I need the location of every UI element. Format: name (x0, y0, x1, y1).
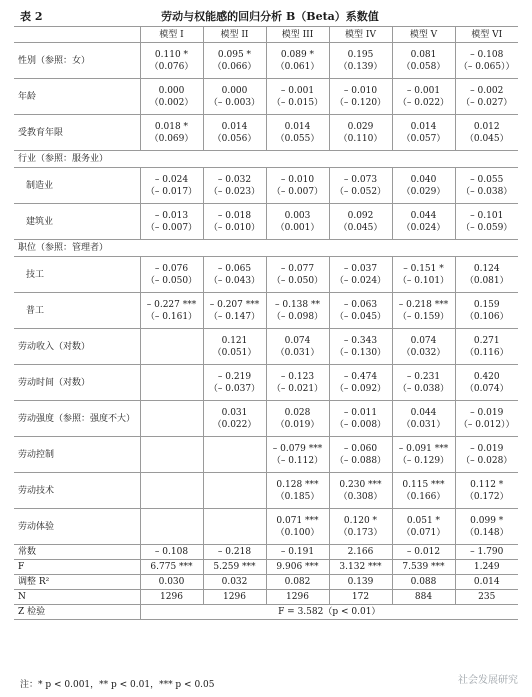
stat-cell: 1.249 (455, 560, 518, 575)
table-row (14, 575, 518, 590)
coef-b: – 0.037 (343, 263, 378, 274)
coef-b: 0.420 (473, 371, 500, 382)
stat-cell: 0.032 (203, 575, 266, 590)
coef-beta: （– 0.017） (145, 186, 198, 197)
coef-b: – 0.055 (470, 174, 504, 185)
coef-beta: （– 0.161） (145, 311, 198, 322)
coef-cell (392, 401, 455, 437)
coef-b: – 0.010 (343, 85, 378, 96)
coef-cell (203, 115, 266, 151)
coef-cell (455, 509, 518, 545)
header-row (14, 27, 518, 43)
coef-b: 0.044 (410, 210, 437, 221)
coef-b: 0.012 (473, 121, 500, 132)
coef-b: 0.051 * (406, 515, 441, 526)
coef-cell (329, 79, 392, 115)
coef-cell (329, 43, 392, 79)
coef-beta: （0.110） (338, 133, 383, 144)
coef-beta: （0.024） (401, 222, 446, 233)
coef-beta: （– 0.010） (208, 222, 261, 233)
coef-cell (266, 329, 329, 365)
coef-cell (140, 115, 203, 151)
coef-b: – 0.010 (280, 174, 315, 185)
coef-b: 0.071 *** (276, 515, 319, 526)
row-label: 劳动强度（参照：强度不大） (14, 401, 140, 437)
coef-b: 0.040 (410, 174, 437, 185)
coef-beta: （– 0.027） (461, 97, 513, 108)
coef-b: 0.099 * (470, 515, 504, 526)
table-number: 表 2 (20, 10, 43, 23)
table-row (14, 151, 518, 168)
coef-cell (203, 509, 266, 545)
coef-b: 0.092 (347, 210, 374, 221)
coef-beta: （– 0.059） (461, 222, 513, 233)
coef-beta: （– 0.065）） (458, 61, 515, 72)
header-model-6: 模型 VI (455, 27, 518, 43)
coef-b: – 0.219 (217, 371, 252, 382)
coef-beta: （– 0.007） (145, 222, 198, 233)
table-caption (20, 6, 520, 24)
coef-b: 0.014 (221, 121, 248, 132)
coef-b: – 0.018 (217, 210, 252, 221)
coef-cell (455, 401, 518, 437)
stat-cell: 5.259 *** (203, 560, 266, 575)
table-row (14, 605, 518, 620)
coef-b: 0.003 (284, 210, 311, 221)
coef-cell (203, 79, 266, 115)
stat-cell: 0.030 (140, 575, 203, 590)
coef-cell (392, 115, 455, 151)
coef-beta: （– 0.012）） (458, 419, 515, 430)
regression-table (14, 26, 518, 620)
table-row (14, 257, 518, 293)
stat-cell: – 0.012 (392, 545, 455, 560)
coef-cell (140, 79, 203, 115)
coef-cell (392, 79, 455, 115)
table-row (14, 240, 518, 257)
coef-beta: （0.172） (464, 491, 509, 502)
coef-b: 0.074 (410, 335, 437, 346)
coef-b: – 0.063 (343, 299, 378, 310)
coef-cell (203, 257, 266, 293)
coef-beta: （– 0.022） (397, 97, 450, 108)
coef-cell (203, 401, 266, 437)
coef-cell (392, 204, 455, 240)
coef-b: – 0.001 (280, 85, 315, 96)
coef-cell (140, 293, 203, 329)
coef-beta: （– 0.007） (271, 186, 324, 197)
row-label: 劳动控制 (14, 437, 140, 473)
coef-cell (140, 204, 203, 240)
coef-beta: （– 0.023） (208, 186, 261, 197)
coef-b: – 0.343 (343, 335, 378, 346)
coef-cell (203, 365, 266, 401)
coef-cell (140, 168, 203, 204)
coef-b: 0.031 (221, 407, 248, 418)
coef-b: 0.230 *** (339, 479, 382, 490)
coef-beta: （0.045） (464, 133, 509, 144)
coef-cell (329, 168, 392, 204)
coef-beta: （0.066） (212, 61, 257, 72)
coef-cell (329, 329, 392, 365)
stat-cell: 7.539 *** (392, 560, 455, 575)
coef-cell (392, 43, 455, 79)
coef-cell (455, 365, 518, 401)
coef-beta: （0.166） (401, 491, 446, 502)
coef-beta: （0.076） (149, 61, 194, 72)
coef-cell (203, 168, 266, 204)
stat-cell: 3.132 *** (329, 560, 392, 575)
header-model-3: 模型 III (266, 27, 329, 43)
coef-cell (203, 43, 266, 79)
coef-beta: （0.045） (338, 222, 383, 233)
coef-cell (203, 204, 266, 240)
coef-b: 0.089 * (280, 49, 315, 60)
coef-beta: （0.056） (212, 133, 257, 144)
coef-cell (329, 509, 392, 545)
coef-cell (392, 168, 455, 204)
coef-beta: （– 0.112） (271, 455, 324, 466)
coef-b: 0.000 (158, 85, 185, 96)
coef-beta: （– 0.038） (397, 383, 450, 394)
table-row (14, 437, 518, 473)
coef-beta: （– 0.037） (208, 383, 261, 394)
coef-cell (455, 293, 518, 329)
row-label: 职位（参照：管理者） (14, 240, 518, 257)
coef-cell (266, 204, 329, 240)
coef-b: 0.029 (347, 121, 374, 132)
coef-cell (329, 437, 392, 473)
row-label: 制造业 (14, 168, 140, 204)
coef-b: – 0.108 (470, 49, 504, 60)
coef-cell (266, 115, 329, 151)
coef-cell (392, 329, 455, 365)
coef-cell (203, 437, 266, 473)
coef-cell (266, 293, 329, 329)
coef-beta: （0.029） (401, 186, 446, 197)
table-row (14, 115, 518, 151)
row-label: F (14, 560, 140, 575)
table-row (14, 401, 518, 437)
coef-beta: （0.185） (275, 491, 320, 502)
table-row (14, 590, 518, 605)
coef-b: – 0.227 *** (146, 299, 197, 310)
stat-cell: 0.088 (392, 575, 455, 590)
coef-beta: （0.100） (275, 527, 320, 538)
table-row (14, 43, 518, 79)
coef-b: – 0.151 * (403, 263, 444, 274)
coef-cell (266, 509, 329, 545)
coef-b: – 0.032 (217, 174, 252, 185)
coef-cell (140, 509, 203, 545)
stat-cell: 0.082 (266, 575, 329, 590)
table-row (14, 204, 518, 240)
coef-beta: （0.074） (464, 383, 509, 394)
coef-cell (392, 365, 455, 401)
coef-cell (266, 365, 329, 401)
coef-b: 0.110 * (154, 49, 189, 60)
header-model-1: 模型 I (140, 27, 203, 43)
coef-beta: （– 0.098） (271, 311, 324, 322)
coef-b: – 0.060 (343, 443, 378, 454)
coef-b: – 0.013 (154, 210, 189, 221)
coef-cell (392, 509, 455, 545)
coef-beta: （0.055） (275, 133, 320, 144)
table-row (14, 365, 518, 401)
table-row (14, 509, 518, 545)
table-row (14, 560, 518, 575)
coef-beta: （– 0.050） (271, 275, 324, 286)
coef-cell (140, 401, 203, 437)
coef-b: – 0.207 *** (209, 299, 260, 310)
coef-cell (455, 437, 518, 473)
coef-b: – 0.091 *** (398, 443, 449, 454)
coef-cell (140, 43, 203, 79)
table-row (14, 293, 518, 329)
coef-b: 0.018 * (154, 121, 189, 132)
table-footnote: 注：* p < 0.001，** p < 0.01，*** p < 0.05 (20, 680, 215, 690)
coef-b: 0.014 (410, 121, 437, 132)
coef-beta: （0.116） (464, 347, 509, 358)
stat-cell: 884 (392, 590, 455, 605)
coef-cell (140, 329, 203, 365)
table-row (14, 168, 518, 204)
coef-cell (455, 79, 518, 115)
coef-cell (392, 293, 455, 329)
row-label: 受教育年限 (14, 115, 140, 151)
coef-b: – 0.079 *** (272, 443, 323, 454)
header-model-5: 模型 V (392, 27, 455, 43)
coef-beta: （– 0.147） (208, 311, 261, 322)
coef-cell (455, 204, 518, 240)
coef-beta: （0.058） (401, 61, 446, 72)
row-label: 行业（参照：服务业） (14, 151, 518, 168)
coef-cell (266, 473, 329, 509)
row-label: 劳动收入（对数） (14, 329, 140, 365)
table-row (14, 329, 518, 365)
stat-cell: – 1.790 (455, 545, 518, 560)
coef-beta: （– 0.101） (397, 275, 450, 286)
coef-beta: （0.032） (401, 347, 446, 358)
header-model-2: 模型 II (203, 27, 266, 43)
ztest-cell: F = 3.582（p < 0.01） (140, 605, 518, 620)
stat-cell: – 0.218 (203, 545, 266, 560)
coef-beta: （– 0.045） (334, 311, 387, 322)
coef-b: 0.095 * (217, 49, 252, 60)
coef-cell (455, 473, 518, 509)
coef-cell (140, 257, 203, 293)
coef-cell (266, 168, 329, 204)
header-model-4: 模型 IV (329, 27, 392, 43)
coef-b: – 0.101 (470, 210, 504, 221)
coef-beta: （0.061） (275, 61, 320, 72)
coef-b: 0.074 (284, 335, 311, 346)
coef-beta: （– 0.038） (461, 186, 513, 197)
coef-beta: （– 0.052） (334, 186, 387, 197)
coef-beta: （0.031） (401, 419, 446, 430)
row-label: 劳动技术 (14, 473, 140, 509)
coef-b: – 0.123 (280, 371, 315, 382)
coef-b: 0.115 *** (402, 479, 445, 490)
coef-beta: （0.148） (464, 527, 509, 538)
coef-b: – 0.231 (406, 371, 441, 382)
coef-b: 0.081 (410, 49, 437, 60)
stat-cell: 6.775 *** (140, 560, 203, 575)
coef-beta: （– 0.092） (334, 383, 387, 394)
coef-b: 0.195 (347, 49, 374, 60)
stat-cell: 0.139 (329, 575, 392, 590)
coef-b: 0.121 (221, 335, 248, 346)
coef-beta: （– 0.021） (271, 383, 324, 394)
coef-cell (392, 257, 455, 293)
coef-cell (329, 115, 392, 151)
stat-cell: 1296 (140, 590, 203, 605)
coef-beta: （0.071） (401, 527, 446, 538)
coef-cell (329, 257, 392, 293)
coef-cell (455, 43, 518, 79)
coef-b: – 0.019 (470, 407, 504, 418)
coef-beta: （– 0.130） (334, 347, 387, 358)
coef-beta: （0.031） (275, 347, 320, 358)
coef-beta: （– 0.028） (461, 455, 513, 466)
coef-cell (392, 473, 455, 509)
table-row (14, 545, 518, 560)
coef-beta: （0.106） (464, 311, 509, 322)
coef-cell (329, 401, 392, 437)
stat-cell: – 0.191 (266, 545, 329, 560)
coef-cell (203, 293, 266, 329)
coef-beta: （– 0.159） (397, 311, 450, 322)
coef-cell (140, 365, 203, 401)
coef-beta: （0.022） (212, 419, 257, 430)
coef-beta: （0.019） (275, 419, 320, 430)
coef-b: 0.014 (284, 121, 311, 132)
coef-b: 0.124 (473, 263, 500, 274)
coef-beta: （– 0.043） (208, 275, 261, 286)
coef-cell (329, 365, 392, 401)
coef-cell (455, 115, 518, 151)
coef-b: 0.159 (473, 299, 500, 310)
coef-beta: （0.002） (149, 97, 194, 108)
stat-cell: 2.166 (329, 545, 392, 560)
coef-cell (266, 437, 329, 473)
coef-beta: （– 0.015） (271, 97, 324, 108)
coef-beta: （– 0.003） (208, 97, 261, 108)
coef-cell (266, 401, 329, 437)
coef-cell (266, 257, 329, 293)
coef-beta: （– 0.129） (397, 455, 450, 466)
coef-b: 0.271 (473, 335, 500, 346)
coef-b: 0.028 (284, 407, 311, 418)
stat-cell: 235 (455, 590, 518, 605)
stat-cell: 1296 (266, 590, 329, 605)
coef-b: 0.120 * (343, 515, 378, 526)
coef-beta: （0.308） (338, 491, 383, 502)
row-label: 年龄 (14, 79, 140, 115)
coef-beta: （– 0.008） (334, 419, 387, 430)
coef-b: – 0.011 (343, 407, 378, 418)
coef-beta: （0.081） (464, 275, 509, 286)
coef-b: 0.000 (221, 85, 248, 96)
stat-cell: – 0.108 (140, 545, 203, 560)
coef-cell (329, 293, 392, 329)
table-row (14, 79, 518, 115)
row-label: Z 检验 (14, 605, 140, 620)
coef-cell (455, 168, 518, 204)
coef-beta: （0.057） (401, 133, 446, 144)
table-row (14, 473, 518, 509)
coef-b: – 0.474 (343, 371, 378, 382)
coef-beta: （0.051） (212, 347, 257, 358)
coef-beta: （– 0.088） (334, 455, 387, 466)
coef-b: – 0.065 (217, 263, 252, 274)
coef-b: – 0.019 (470, 443, 504, 454)
coef-b: – 0.138 ** (275, 299, 320, 310)
row-label: N (14, 590, 140, 605)
coef-cell (266, 79, 329, 115)
table-body (14, 43, 518, 620)
coef-b: – 0.073 (343, 174, 378, 185)
coef-cell (329, 204, 392, 240)
row-label: 性别（参照：女） (14, 43, 140, 79)
coef-beta: （0.001） (275, 222, 320, 233)
coef-b: 0.044 (410, 407, 437, 418)
coef-beta: （0.139） (338, 61, 383, 72)
row-label: 劳动体验 (14, 509, 140, 545)
stat-cell: 0.014 (455, 575, 518, 590)
coef-b: – 0.077 (280, 263, 315, 274)
coef-cell (203, 473, 266, 509)
row-label: 劳动时间（对数） (14, 365, 140, 401)
watermark: 社会发展研究 (458, 675, 518, 686)
coef-cell (329, 473, 392, 509)
row-label: 建筑业 (14, 204, 140, 240)
header-corner (14, 27, 140, 43)
coef-beta: （– 0.024） (334, 275, 387, 286)
coef-cell (266, 43, 329, 79)
coef-b: – 0.218 *** (398, 299, 449, 310)
row-label: 技工 (14, 257, 140, 293)
coef-cell (455, 329, 518, 365)
table-title: 劳动与权能感的回归分析 B（Beta）系数值 (161, 10, 379, 23)
coef-cell (203, 329, 266, 365)
coef-beta: （– 0.050） (145, 275, 198, 286)
coef-cell (455, 257, 518, 293)
coef-cell (140, 437, 203, 473)
row-label: 常数 (14, 545, 140, 560)
stat-cell: 9.906 *** (266, 560, 329, 575)
coef-b: 0.128 *** (276, 479, 319, 490)
row-label: 普工 (14, 293, 140, 329)
coef-beta: （– 0.120） (334, 97, 387, 108)
coef-b: – 0.002 (470, 85, 504, 96)
coef-b: – 0.076 (154, 263, 189, 274)
coef-beta: （0.069） (149, 133, 194, 144)
coef-beta: （0.173） (338, 527, 383, 538)
coef-b: – 0.001 (406, 85, 441, 96)
coef-b: 0.112 * (470, 479, 504, 490)
coef-cell (140, 473, 203, 509)
stat-cell: 1296 (203, 590, 266, 605)
stat-cell: 172 (329, 590, 392, 605)
coef-cell (392, 437, 455, 473)
coef-b: – 0.024 (154, 174, 189, 185)
row-label: 调整 R² (14, 575, 140, 590)
